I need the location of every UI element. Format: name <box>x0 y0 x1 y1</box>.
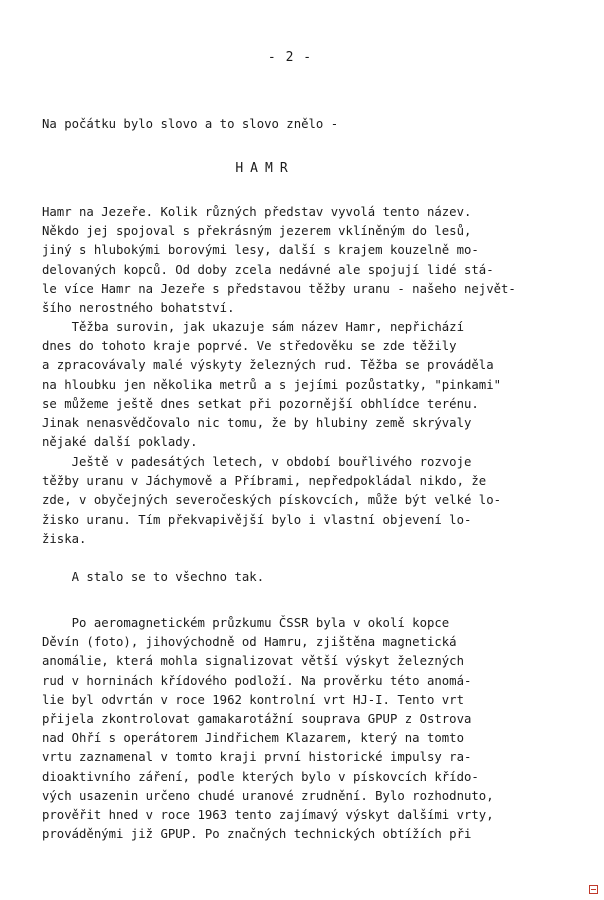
text-line: na hloubku jen několika metrů a s jejími pozůstatky, "pinkami" <box>42 377 502 392</box>
paragraph-5 <box>42 614 494 844</box>
text-line: těžby uranu v Jáchymově a Příbrami, nepředpokládal nikdo, že <box>42 474 487 489</box>
text-line: žisko uranu. Tím překvapivější bylo i vlastní objevení lo- <box>42 512 472 527</box>
text-line: a zpracovávaly malé výskyty železných rud. Těžba se prováděla <box>42 358 494 373</box>
text-line: zde, v obyčejných severočeských pískovcích, může být velké lo- <box>42 493 502 508</box>
text-line: Hamr na Jezeře. Kolik různých představ vyvolá tento název. <box>42 205 472 219</box>
text-line: nad Ohří s operátorem Jindřichem Klazarem, který na tomto <box>42 731 464 746</box>
text-line: le více Hamr na Jezeře s představou těžby uranu - našeho největ- <box>42 281 516 296</box>
paragraph-3 <box>42 453 501 549</box>
text-line: Ještě v padesátých letech, v období bouřlivého rozvoje <box>42 455 472 469</box>
scan-marker-icon <box>589 885 598 894</box>
text-line: vých usazenin určeno chudé uranové zrudnění. Bylo rozhodnuto, <box>42 788 494 803</box>
text-line: Někdo jej spojoval s překrásným jezerem vklíněným do lesů, <box>42 224 472 239</box>
text-line: prováděnými již GPUP. Po značných technických obtížích při <box>42 827 472 842</box>
text-line: přijela zkontrolovat gamakarotážní souprava GPUP z Ostrova <box>42 711 472 726</box>
text-line: lie byl odvrtán v roce 1962 kontrolní vrt HJ-I. Tento vrt <box>42 692 464 707</box>
paragraph-1 <box>42 203 516 318</box>
paragraph-2 <box>42 318 501 452</box>
text-line: nějaké další poklady. <box>42 435 198 450</box>
text-line: rud v horninách křídového podloží. Na prověrku této anomá- <box>42 673 472 688</box>
text-line: šího nerostného bohatství. <box>42 300 235 315</box>
paragraph-4 <box>42 568 264 587</box>
text-line: se můžeme ještě dnes setkat při pozornější obhlídce terénu. <box>42 396 479 411</box>
page-number: - 2 - <box>267 50 313 65</box>
text-line: Jinak nenasvědčovalo nic tomu, že by hlubiny země skrývaly <box>42 415 472 430</box>
text-line: prověřit hned v roce 1963 tento zajímavý výskyt dalšími vrty, <box>42 807 494 822</box>
text-line: Po aeromagnetickém průzkumu ČSSR byla v okolí kopce <box>42 616 450 630</box>
text-line: delovaných kopců. Od doby zcela nedávné ale spojují lidé stá- <box>42 262 494 277</box>
text-line: žiska. <box>42 531 87 546</box>
text-line: dioaktivního záření, podle kterých bylo v pískovcích křído- <box>42 769 479 784</box>
document-title: HAMR <box>235 161 295 176</box>
text-line: jiný s hlubokými borovými lesy, další s krajem kouzelně mo- <box>42 243 479 258</box>
text-line: A stalo se to všechno tak. <box>42 570 265 584</box>
text-line: anomálie, která mohla signalizovat větší výskyt železných <box>42 654 464 669</box>
text-line: Děvín (foto), jihovýchodně od Hamru, zjištěna magnetická <box>42 635 457 650</box>
text-line: vrtu zaznamenal v tomto kraji první historické impulsy ra- <box>42 750 472 765</box>
motto-line: Na počátku bylo slovo a to slovo znělo - <box>42 117 339 131</box>
text-line: dnes do tohoto kraje poprvé. Ve středověku se zde těžily <box>42 339 457 354</box>
text-line: Těžba surovin, jak ukazuje sám název Hamr, nepřichází <box>42 320 464 334</box>
